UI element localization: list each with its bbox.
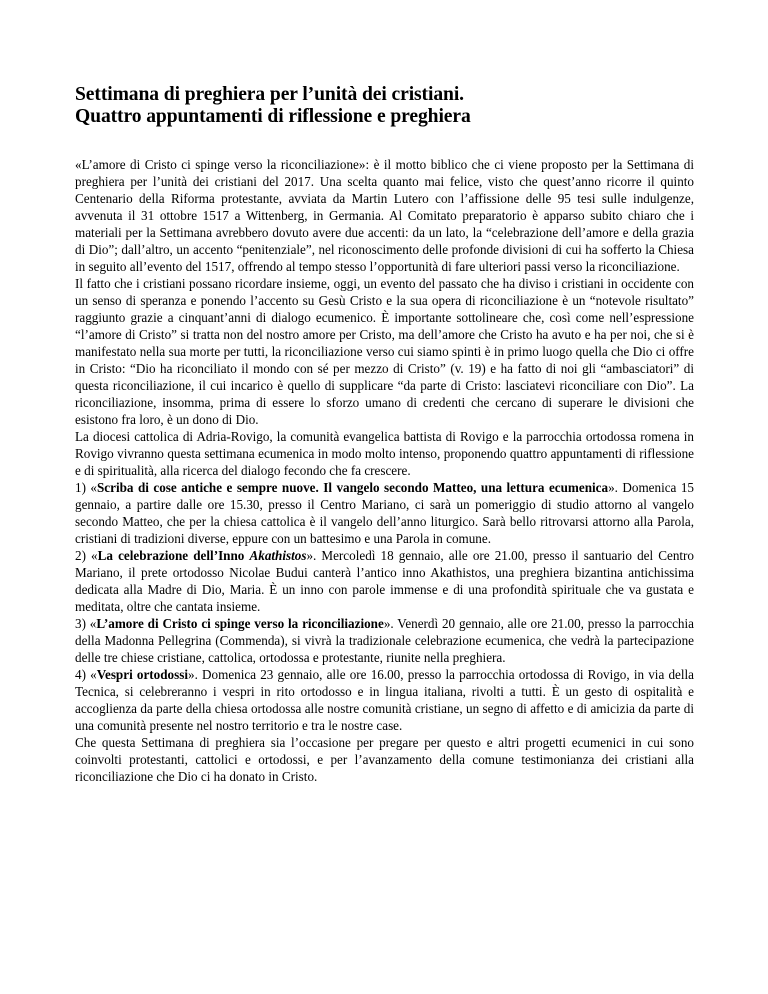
event-item-4 <box>75 666 694 734</box>
event-3-number: 3) « <box>75 616 97 631</box>
event-2-title-italic: Akathistos <box>249 548 307 563</box>
event-item-3 <box>75 615 694 666</box>
paragraph-closing: Che questa Settimana di preghiera sia l’occasione per pregare per questo e altri progetti ecumenici in cui sono coinvolti protestanti, cattolici e ortodossi, e per l’avanzamento della comune testimonianza dei cristiani alla riconciliazione che Dio ci ha donato in Cristo. <box>75 735 694 784</box>
event-item-1 <box>75 479 694 547</box>
document-body <box>75 156 694 785</box>
event-1-description: ». Domenica 15 gennaio, a partire dalle ore 15.30, presso il Centro Mariano, ci sarà un pomeriggio di studio attorno al vangelo secondo Matteo, che per la chiesa cattolica è il vangelo dell’anno liturgico. Sarà bello ritrovarsi attorno alla Parola, cristiani di tradizioni diverse, eppure con un battesimo e una Parola in comune. <box>75 480 694 546</box>
event-4-title: Vespri ortodossi <box>96 667 189 682</box>
paragraph-intro: «L’amore di Cristo ci spinge verso la riconciliazione»: è il motto biblico che ci viene proposto per la Settimana di preghiera per l’unità dei cristiani del 2017. Una scelta quanto mai felice, visto che quest’anno ricorre il quinto Centenario della Riforma protestante, avviata da Martin Lutero con l’affissione delle 95 tesi sulle indulgenze, avvenuta il 31 ottobre 1517 a Wittenberg, in Germania. Al Comitato preparatorio è apparso subito chiaro che i materiali per la Settimana avrebbero dovuto avere due accenti: da un lato, la “celebrazione dell’amore e della grazia di Dio”; dall’altro, un accento “penitenziale”, nel riconoscimento delle profonde divisioni di cui ha sofferto la Chiesa in seguito all’evento del 1517, offrendo al tempo stesso l’opportunità di fare ulteriori passi verso la riconciliazione. <box>75 157 694 274</box>
event-item-2 <box>75 547 694 615</box>
paragraph-communities: La diocesi cattolica di Adria-Rovigo, la comunità evangelica battista di Rovigo e la parrocchia ortodossa romena in Rovigo vivranno questa settimana ecumenica in modo molto intenso, proponendo quattro appuntamenti di riflessione e di spiritualità, alla ricerca del dialogo fecondo che fa crescere. <box>75 429 694 478</box>
event-2-number: 2) « <box>75 548 98 563</box>
event-1-number: 1) « <box>75 480 97 495</box>
paragraph-reconciliation: Il fatto che i cristiani possano ricordare insieme, oggi, un evento del passato che ha diviso i cristiani in occidente con un senso di speranza e ponendo l’accento su Gesù Cristo e la sua opera di riconciliazione è un “notevole risultato” raggiunto grazie a cinquant’anni di dialogo ecumenico. È importante sottolineare che, così come nell’espressione “l’amore di Cristo” si tratta non del nostro amore per Cristo, ma dell’amore che Cristo ha avuto e ha per noi, che si è manifestato nella sua morte per tutti, la riconciliazione verso cui siamo spinti è in primo luogo quella che Dio ci offre in Cristo: “Dio ha riconciliato il mondo con sé per mezzo di Cristo” (v. 19) e ha fatto di noi gli “ambasciatori” di questa riconciliazione, il cui incarico è quello di supplicare “da parte di Cristo: lasciatevi riconciliare con Dio”. La riconciliazione, insomma, prima di essere lo sforzo umano di credenti che cercano di superare le divisioni che esistono fra loro, è un dono di Dio. <box>75 276 694 427</box>
document-page <box>75 0 694 785</box>
title-line-1: Settimana di preghiera per l’unità dei cristiani. <box>75 84 464 105</box>
event-3-title: L’amore di Cristo ci spinge verso la riconciliazione <box>96 616 384 631</box>
event-4-number: 4) « <box>75 667 97 682</box>
event-4-description: ». Domenica 23 gennaio, alle ore 16.00, presso la parrocchia ortodossa di Rovigo, in via della Tecnica, si celebreranno i vespri in rito ortodosso e in lingua italiana, rivolti a tutti. È un gesto di ospitalità e accoglienza da parte della chiesa ortodossa alle nostre comunità cristiane, un segno di affetto e di amicizia da parte di una comunità presente nel nostro territorio e tra le nostre case. <box>75 667 695 733</box>
event-2-title: La celebrazione dell’Inno Akathistos <box>97 548 307 563</box>
event-3-description: ». Venerdì 20 gennaio, alle ore 21.00, presso la parrocchia della Madonna Pellegrina (Commenda), si vivrà la tradizionale celebrazione ecumenica, che vedrà la partecipazione delle tre chiese cristiane, cattolica, ortodossa e protestante, riunite nella preghiera. <box>75 616 694 665</box>
title-line-2: Quattro appuntamenti di riflessione e preghiera <box>75 106 471 127</box>
event-1-title: Scriba di cose antiche e sempre nuove. Il vangelo secondo Matteo, una lettura ecumenica <box>96 480 609 495</box>
document-title <box>75 0 694 128</box>
event-2-description: ». Mercoledì 18 gennaio, alle ore 21.00, presso il santuario del Centro Mariano, il prete ortodosso Nicolae Budui canterà l’antico inno Akathistos, una preghiera bizantina antichissima dedicata alla Madre di Dio, Maria. È un inno con parole immense e di una profondità spirituale che va gustata e meditata, oltre che cantata insieme. <box>75 548 694 614</box>
